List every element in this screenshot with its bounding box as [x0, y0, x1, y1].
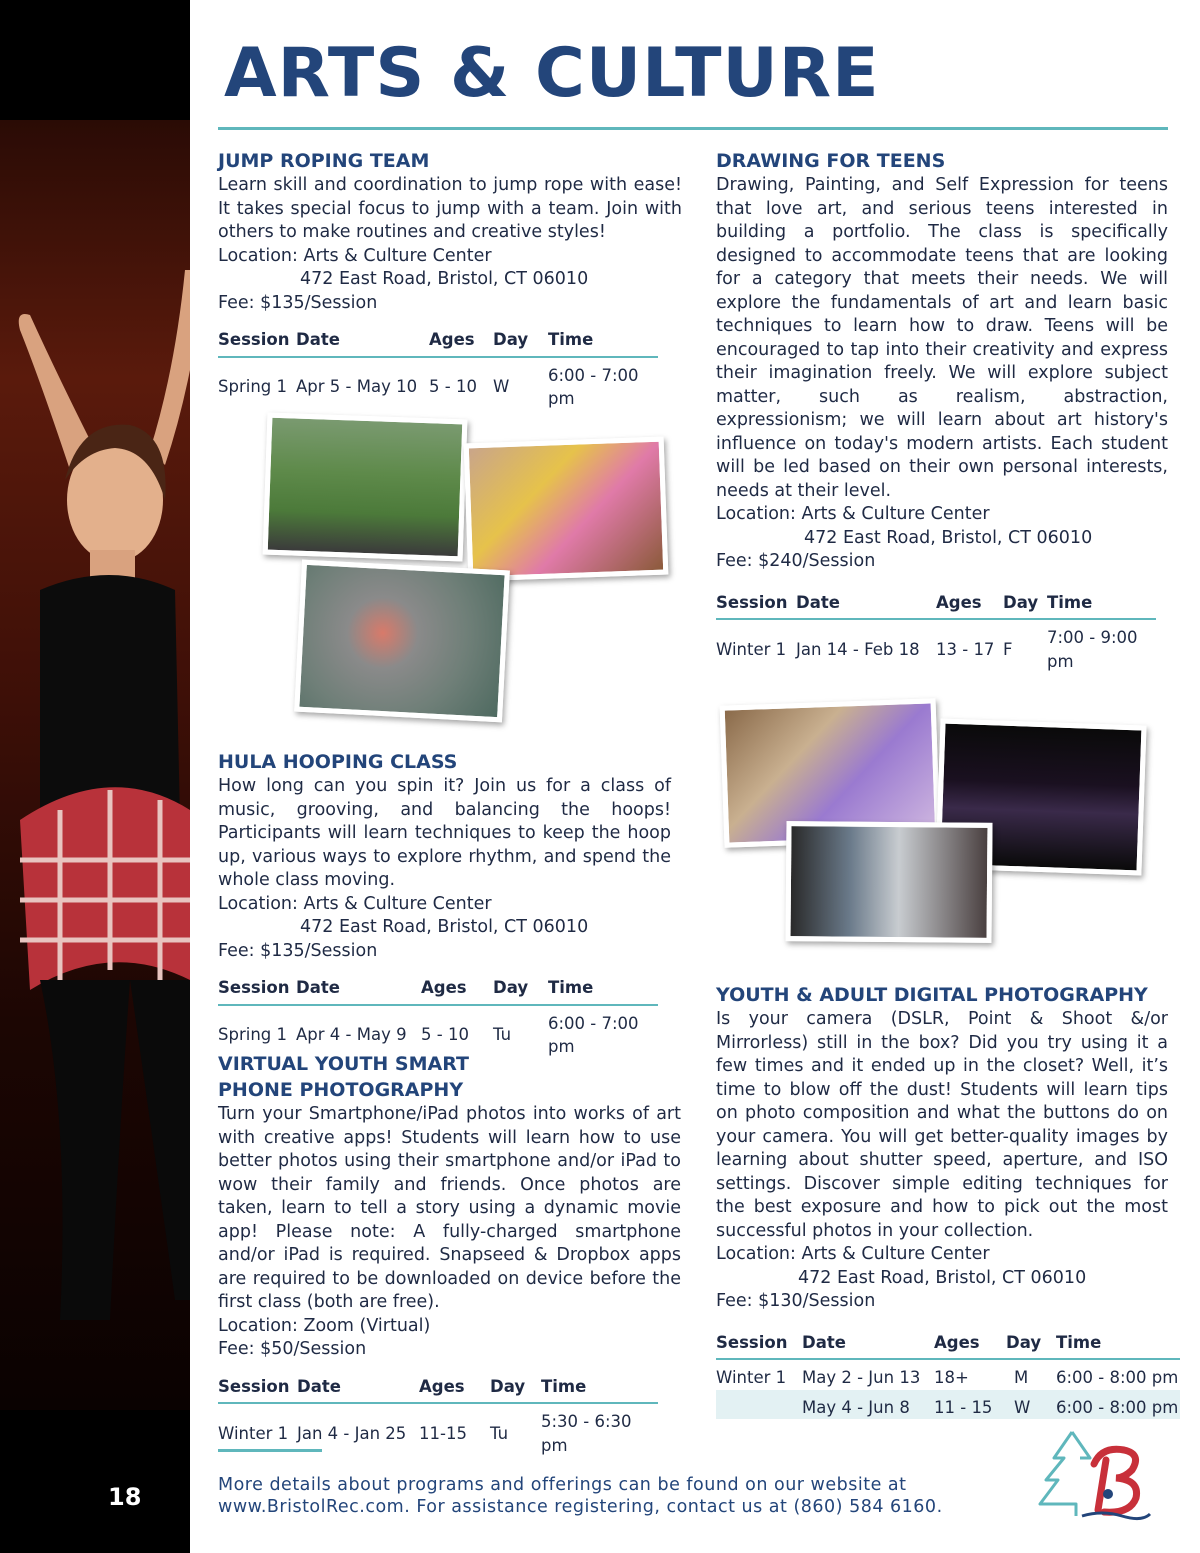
col-date: Date [297, 1372, 419, 1404]
location-label: Location: Arts & Culture Center [716, 1244, 990, 1264]
cell-ages: 11 - 15 [934, 1390, 1006, 1420]
cell-ages: 13 - 17 [936, 639, 995, 659]
cell-time: 5:30 - 6:30 pm [541, 1412, 632, 1455]
cell-time: 6:00 - 7:00 pm [548, 1013, 639, 1056]
page-number: 18 [108, 1483, 142, 1511]
cell-date: Apr 4 - May 9 [296, 1025, 407, 1045]
location-address: 472 East Road, Bristol, CT 06010 [300, 917, 589, 937]
section-heading: JUMP ROPING TEAM [218, 150, 430, 172]
col-date: Date [802, 1328, 934, 1360]
col-time: Time [548, 973, 658, 1005]
footer-line-2: www.BristolRec.com. For assistance registering, contact us at (860) 584 6160. [218, 1497, 943, 1517]
location-label: Location: Arts & Culture Center [716, 504, 990, 524]
footer-text [218, 1474, 943, 1518]
col-day: Day [493, 325, 548, 357]
kids-art-table-photo [464, 437, 669, 582]
location-address: 472 East Road, Bristol, CT 06010 [804, 527, 1093, 548]
schedule-header-row [716, 1328, 1180, 1360]
cell-ages: 5 - 10 [421, 1025, 469, 1045]
cell-session: Spring 1 [218, 377, 287, 397]
cell-ages: 11-15 [419, 1423, 467, 1443]
schedule-header-row [218, 1372, 658, 1404]
col-time: Time [548, 325, 658, 357]
cell-day: Tu [493, 1025, 512, 1045]
col-day: Day [493, 973, 548, 1005]
col-session: Session [218, 1372, 297, 1404]
section-description: Learn skill and coordination to jump rope with ease! It takes special focus to jump with a team. Join with others to make routines and creative styles! [218, 175, 682, 242]
cell-time: 7:00 - 9:00 pm [1047, 628, 1138, 671]
section-description: Is your camera (DSLR, Point & Shoot &/or Mirrorless) still in the box? Did you try using it a few times and it ended up in the closet? Well, it’s time to blow off the dust! Students will learn tips on photo composition and what the buttons do on your camera. You will get better-quality images by learning about shutter speed, aperture, and ISO settings. Discover simple editing techniques for the best exposure and how to pick out the most successful photos in your collection. [716, 1009, 1168, 1241]
cell-ages: 18+ [934, 1368, 969, 1387]
cell-date: Apr 5 - May 10 [296, 377, 418, 397]
location-label: Location: Zoom (Virtual) [218, 1315, 431, 1336]
col-time: Time [541, 1372, 658, 1404]
fee-label: Fee: $240/Session [716, 551, 876, 571]
col-day: Day [490, 1372, 541, 1404]
col-session: Session [716, 1328, 802, 1360]
jump-rope-field-photo [263, 413, 468, 562]
cell-date: May 2 - Jun 13 [802, 1368, 921, 1387]
table-row [716, 1359, 1180, 1390]
col-time: Time [1047, 588, 1156, 620]
col-ages: Ages [419, 1372, 490, 1404]
cell-day: Tu [490, 1423, 509, 1443]
footer-divider [218, 1449, 322, 1452]
fee-label: Fee: $130/Session [716, 1291, 876, 1311]
fee-label: Fee: $135/Session [218, 940, 378, 961]
location-address: 472 East Road, Bristol, CT 06010 [300, 269, 589, 289]
title-divider [218, 127, 1168, 130]
section-heading: DRAWING FOR TEENS [716, 150, 946, 172]
left-sidebar [0, 0, 190, 1553]
cell-day: W [493, 377, 510, 397]
col-date: Date [296, 973, 421, 1005]
col-ages: Ages [936, 588, 1003, 620]
schedule-header-row [716, 588, 1156, 620]
col-ages: Ages [429, 325, 493, 357]
schedule-table [716, 1328, 1180, 1420]
col-session: Session [716, 588, 796, 620]
col-ages: Ages [934, 1328, 1006, 1360]
schedule-table [218, 973, 658, 1059]
hula-hooping-section [218, 749, 671, 1059]
fee-label: Fee: $135/Session [218, 292, 378, 313]
col-date: Date [796, 588, 936, 620]
drawing-for-teens-section [716, 148, 1168, 673]
cell-session: Winter 1 [716, 639, 787, 659]
cell-ages: 5 - 10 [429, 377, 477, 397]
table-row [716, 1390, 1180, 1420]
section-heading: HULA HOOPING CLASS [218, 751, 458, 773]
col-session: Session [218, 325, 296, 357]
col-day: Day [1006, 1328, 1056, 1360]
section-description: How long can you spin it? Join us for a class of music, grooving, and balancing the hoops! Participants will learn techniques to keep the hoop up, various ways to explore rhythm, and spend the whole class moving. [218, 776, 671, 890]
col-date: Date [296, 325, 429, 357]
chalk-drawing-photo [294, 560, 510, 723]
section-description: Drawing, Painting, and Self Expression for teens that love art, and serious teens interested in building a portfolio. The class is specifically designed to accommodate teens that are looking for a category that meets their needs. We will explore the fundamentals of art and learn basic techniques to learn how to draw. Teens will be encouraged to tap into their creativity and express their imagination freely. We will explore subject matter, such as realism, abstraction, expressionism; we will learn about art history's influence on today's modern artists. Each student will be led based on their own personal interests, needs at their level. [716, 175, 1168, 501]
section-heading: VIRTUAL YOUTH SMART PHONE PHOTOGRAPHY [218, 1053, 469, 1101]
section-description: Turn your Smartphone/iPad photos into works of art with creative apps! Students will learn how to use better photos using their smartphone and/or iPad to wow their family and friends. Once photos are taken, learn to tell a story using a dynamic movie app! Please note: A fully-charged smartphone and/or iPad is required. Snapseed & Dropbox apps are required to be downloaded on device before the first class (both are free). [218, 1104, 681, 1312]
cell-date: Jan 14 - Feb 18 [796, 639, 920, 659]
digital-photography-section [716, 982, 1179, 1419]
cell-day: W [1006, 1390, 1056, 1420]
dancer-photo [0, 120, 190, 1410]
col-session: Session [218, 973, 296, 1005]
schedule-table [218, 1372, 658, 1458]
bristol-rec-logo [1032, 1424, 1152, 1524]
cell-session: Winter 1 [218, 1423, 289, 1443]
col-time: Time [1056, 1328, 1180, 1360]
cell-session: Winter 1 [716, 1368, 787, 1387]
table-row [716, 619, 1156, 673]
schedule-header-row [218, 325, 658, 357]
schedule-table [716, 588, 1156, 674]
schedule-table [218, 325, 658, 411]
cell-date: May 4 - Jun 8 [802, 1390, 934, 1420]
cell-time: 6:00 - 7:00 pm [548, 365, 639, 408]
tree-b-logo-icon [1032, 1424, 1152, 1524]
location-label: Location: Arts & Culture Center [218, 245, 492, 266]
jump-roping-section [218, 148, 682, 411]
location-label: Location: Arts & Culture Center [218, 893, 492, 914]
section-heading: YOUTH & ADULT DIGITAL PHOTOGRAPHY [716, 984, 1148, 1006]
table-row [218, 357, 658, 411]
cell-date: Jan 4 - Jan 25 [297, 1423, 407, 1443]
schedule-header-row [218, 973, 658, 1005]
page-title: ARTS & CULTURE [224, 34, 880, 113]
col-day: Day [1003, 588, 1047, 620]
cell-time: 6:00 - 8:00 pm [1056, 1368, 1179, 1387]
fee-label: Fee: $50/Session [218, 1339, 367, 1359]
cell-time: 6:00 - 8:00 pm [1056, 1390, 1180, 1420]
cell-session [716, 1390, 802, 1420]
cell-day: M [1014, 1368, 1029, 1387]
smartphone-photography-section [218, 1051, 681, 1457]
dancer-illustration [0, 120, 190, 1410]
cell-day: F [1003, 639, 1013, 659]
gallery-photo [785, 821, 992, 943]
cell-session: Spring 1 [218, 1025, 287, 1045]
col-ages: Ages [421, 973, 493, 1005]
location-address: 472 East Road, Bristol, CT 06010 [798, 1267, 1087, 1288]
footer-line-1: More details about programs and offerings can be found on our website at [218, 1475, 907, 1495]
